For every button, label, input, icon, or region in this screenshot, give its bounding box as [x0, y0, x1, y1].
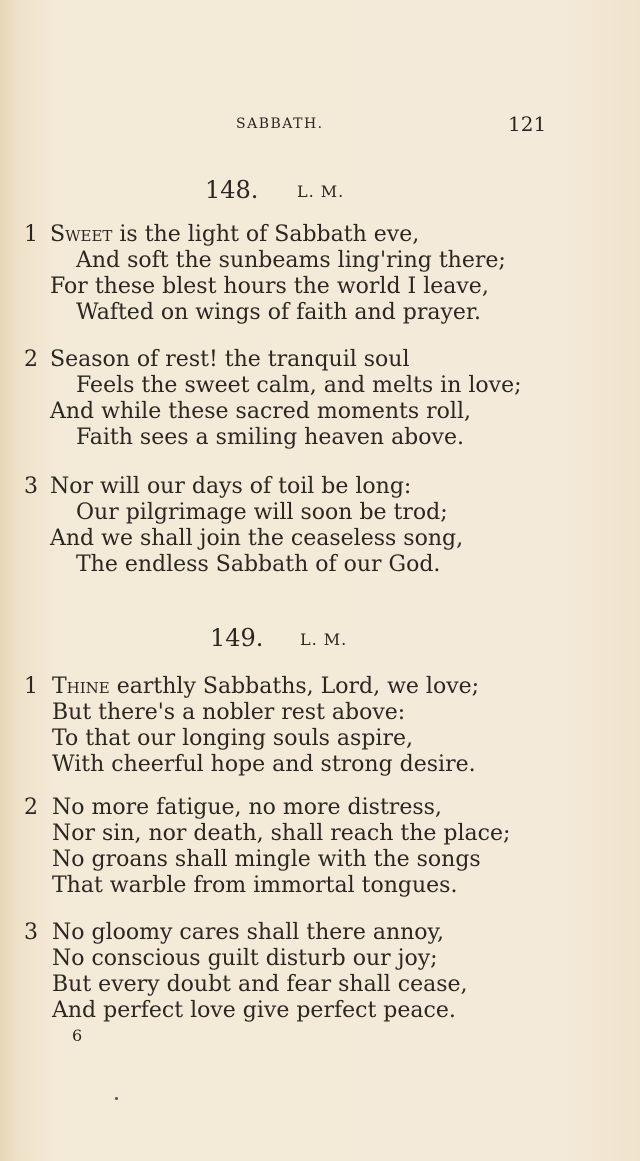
- verse-line: [52, 674, 479, 700]
- verse-number: 3: [24, 920, 38, 945]
- hymn-number: 148.: [205, 176, 259, 204]
- verse-number: 3: [24, 474, 38, 499]
- page-speck: [115, 1097, 118, 1100]
- hymn-meter: L. M.: [300, 630, 348, 649]
- verse-line: For these blest hours the world I leave,: [50, 274, 489, 299]
- verse-number: 2: [24, 795, 38, 820]
- hymn-number: 149.: [210, 624, 264, 652]
- verse-line: Faith sees a smiling heaven above.: [76, 425, 464, 450]
- verse-number: 2: [24, 347, 38, 372]
- page-header: [0, 114, 640, 138]
- verse-line-rest: is the light of Sabbath eve,: [112, 222, 420, 247]
- hymn-meter: L. M.: [297, 182, 345, 201]
- verse-line: No groans shall mingle with the songs: [52, 847, 481, 872]
- verse-line: But there's a nobler rest above:: [52, 700, 406, 725]
- verse-line: Nor will our days of toil be long:: [50, 474, 412, 499]
- verse-number: 1: [24, 222, 38, 247]
- verse-line: And we shall join the ceaseless song,: [50, 526, 464, 551]
- page-number: 121: [508, 112, 547, 136]
- verse-line: Feels the sweet calm, and melts in love;: [76, 373, 522, 398]
- verse-line: Our pilgrimage will soon be trod;: [76, 500, 448, 525]
- verse-line: And while these sacred moments roll,: [50, 399, 471, 424]
- verse-line: [50, 222, 419, 248]
- verse-line: No conscious guilt disturb our joy;: [52, 946, 438, 971]
- verse-line: No gloomy cares shall there annoy,: [52, 920, 445, 945]
- verse-line: With cheerful hope and strong desire.: [52, 752, 476, 777]
- hymn-148-title: [0, 176, 640, 206]
- verse-line: That warble from immortal tongues.: [52, 873, 458, 898]
- verse-line: And soft the sunbeams ling'ring there;: [76, 248, 506, 273]
- verse-line-rest: earthly Sabbaths, Lord, we love;: [109, 674, 480, 699]
- verse-first-word: Sweet: [50, 222, 113, 247]
- verse-line: No more fatigue, no more distress,: [52, 795, 442, 820]
- verse-first-word: Thine: [52, 674, 110, 699]
- verse-line: But every doubt and fear shall cease,: [52, 972, 468, 997]
- running-title: SABBATH.: [236, 116, 324, 132]
- verse-number: 1: [24, 674, 38, 699]
- verse-line: Season of rest! the tranquil soul: [50, 347, 410, 372]
- verse-line: And perfect love give perfect peace.: [52, 998, 456, 1023]
- verse-line: To that our longing souls aspire,: [52, 726, 413, 751]
- hymn-149-title: [0, 624, 640, 654]
- verse-line: The endless Sabbath of our God.: [76, 552, 441, 577]
- signature-mark: 6: [72, 1026, 83, 1045]
- verse-line: Nor sin, nor death, shall reach the place;: [52, 821, 511, 846]
- verse-line: Wafted on wings of faith and prayer.: [76, 300, 482, 325]
